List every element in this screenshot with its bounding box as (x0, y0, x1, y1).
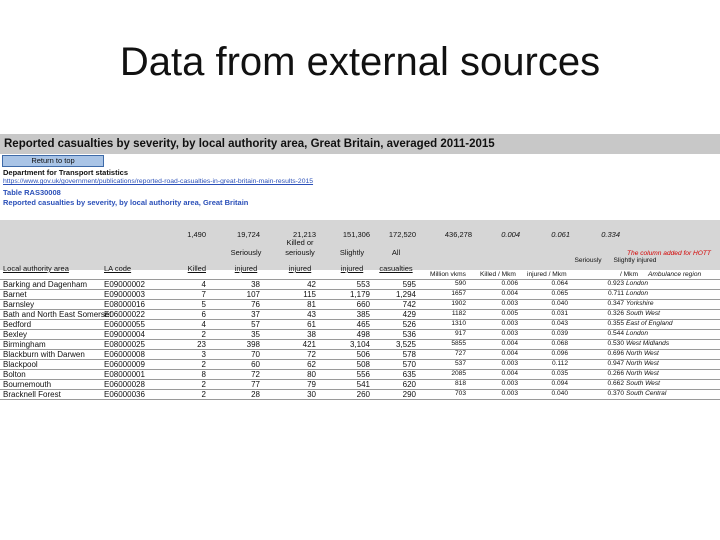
table-cell-code: E08000001 (104, 370, 145, 379)
row-gridline (0, 399, 720, 400)
header-ser-mkm-2: injured / Mkm (527, 271, 567, 278)
table-cell-kos: 421 (302, 340, 316, 349)
table-cell-km: 0.004 (501, 290, 518, 297)
table-cell-mv: 2085 (451, 370, 466, 377)
sheet-title-banner (0, 134, 720, 154)
table-cell-rg: West Midlands (626, 340, 670, 347)
table-cell-km: 0.003 (501, 300, 518, 307)
table-cell-k: 5 (201, 300, 206, 309)
table-cell-sl: 541 (356, 380, 370, 389)
table-cell-all: 578 (402, 350, 416, 359)
table-cell-sm: 0.068 (551, 340, 568, 347)
table-cell-mv: 818 (454, 380, 466, 387)
table-cell-sm: 0.065 (551, 290, 568, 297)
table-cell-sm: 0.035 (551, 370, 568, 377)
table-cell-mv: 1902 (451, 300, 466, 307)
table-cell-rg: London (626, 290, 649, 297)
table-cell-area: Barnsley (3, 300, 35, 309)
table-cell-km: 0.003 (501, 320, 518, 327)
table-cell-sl: 553 (356, 280, 370, 289)
table-cell-slm: 0.923 (607, 280, 624, 287)
table-cell-k: 3 (201, 350, 206, 359)
table-cell-sm: 0.040 (551, 390, 568, 397)
table-cell-s: 35 (251, 330, 260, 339)
table-cell-area: Blackpool (3, 360, 38, 369)
table-cell-s: 70 (251, 350, 260, 359)
table-cell-area: Bedford (3, 320, 32, 329)
table-cell-slm: 0.947 (607, 360, 624, 367)
table-cell-code: E09000003 (104, 290, 145, 299)
table-cell-area: Bexley (3, 330, 28, 339)
table-cell-area: Bolton (3, 370, 26, 379)
table-cell-km: 0.003 (501, 380, 518, 387)
table-cell-slm: 0.711 (607, 290, 624, 297)
header-killed-mkm: Killed / Mkm (480, 271, 516, 278)
table-cell-code: E06000022 (104, 310, 145, 319)
table-cell-code: E09000004 (104, 330, 145, 339)
table-cell-k: 2 (201, 390, 206, 399)
table-cell-area: Bracknell Forest (3, 390, 61, 399)
table-cell-area: Bournemouth (3, 380, 52, 389)
table-cell-kos: 81 (307, 300, 316, 309)
table-cell-kos: 30 (307, 390, 316, 399)
table-cell-rg: North West (626, 360, 659, 367)
table-cell-all: 3,525 (395, 340, 416, 349)
table-cell-km: 0.003 (501, 360, 518, 367)
total-killed: 1,490 (187, 230, 206, 239)
total-kos: 21,213 (293, 230, 316, 239)
total-all: 172,520 (388, 230, 416, 239)
table-cell-kos: 80 (307, 370, 316, 379)
table-cell-mv: 703 (454, 390, 466, 397)
table-cell-km: 0.004 (501, 340, 518, 347)
table-cell-sm: 0.096 (551, 350, 568, 357)
table-cell-sm: 0.043 (551, 320, 568, 327)
table-cell-sl: 508 (356, 360, 370, 369)
table-cell-k: 7 (201, 290, 206, 299)
table-cell-mv: 1310 (451, 320, 466, 327)
table-cell-mv: 917 (454, 330, 466, 337)
table-cell-s: 72 (251, 370, 260, 379)
header-sl-mkm-1: Slightly injured (613, 257, 657, 264)
table-cell-area: Birmingham (3, 340, 46, 349)
table-cell-all: 570 (402, 360, 416, 369)
table-cell-slm: 0.347 (607, 300, 624, 307)
table-cell-all: 526 (402, 320, 416, 329)
table-cell-sm: 0.040 (551, 300, 568, 307)
table-cell-slm: 0.530 (607, 340, 624, 347)
table-cell-s: 77 (251, 380, 260, 389)
table-cell-rg: London (626, 330, 649, 337)
total-million: 436,278 (444, 230, 472, 239)
table-cell-sl: 3,104 (349, 340, 370, 349)
department-label: Department for Transport statistics (3, 168, 129, 177)
header-slightly: Slightly (339, 248, 365, 257)
table-cell-s: 398 (246, 340, 260, 349)
table-cell-slm: 0.326 (607, 310, 624, 317)
table-cell-km: 0.004 (501, 370, 518, 377)
header-million: Million vkms (430, 271, 466, 278)
table-cell-rg: South Central (626, 390, 667, 397)
table-cell-sl: 498 (356, 330, 370, 339)
table-cell-slm: 0.696 (607, 350, 624, 357)
table-cell-k: 23 (197, 340, 206, 349)
header-kos-3: injured (288, 264, 312, 273)
table-cell-sm: 0.031 (551, 310, 568, 317)
header-code: LA code (104, 264, 132, 273)
table-cell-km: 0.004 (501, 350, 518, 357)
table-cell-sl: 260 (356, 390, 370, 399)
table-cell-kos: 62 (307, 360, 316, 369)
table-cell-slm: 0.355 (607, 320, 624, 327)
header-killed: Killed (187, 264, 206, 273)
header-seriously: Seriously (230, 248, 262, 257)
header-ser-mkm-1: Seriously (574, 257, 602, 264)
header-seriously-2: injured (234, 264, 258, 273)
table-cell-sl: 506 (356, 350, 370, 359)
table-id: Table RAS30008 (3, 188, 61, 197)
red-note: The column added for HOTT (627, 250, 711, 257)
table-cell-sl: 1,179 (349, 290, 370, 299)
table-cell-code: E08000025 (104, 340, 145, 349)
table-cell-slm: 0.266 (607, 370, 624, 377)
table-cell-area: Barnet (3, 290, 27, 299)
table-cell-all: 620 (402, 380, 416, 389)
table-cell-code: E09000002 (104, 280, 145, 289)
header-all: All (391, 248, 401, 257)
table-cell-k: 2 (201, 360, 206, 369)
slide-title: Data from external sources (119, 40, 601, 84)
table-cell-kos: 42 (307, 280, 316, 289)
table-cell-all: 742 (402, 300, 416, 309)
table-cell-sl: 385 (356, 310, 370, 319)
table-cell-all: 1,294 (395, 290, 416, 299)
header-kos-1: Killed or (286, 238, 314, 247)
table-cell-kos: 115 (303, 290, 316, 299)
table-cell-s: 60 (251, 360, 260, 369)
table-cell-code: E06000055 (104, 320, 145, 329)
table-cell-mv: 1182 (451, 310, 466, 317)
header-sl-mkm-2: / Mkm (620, 271, 638, 278)
table-cell-code: E06000028 (104, 380, 145, 389)
table-cell-slm: 0.662 (607, 380, 624, 387)
table-cell-mv: 1657 (451, 290, 466, 297)
total-seriously: 19,724 (237, 230, 260, 239)
table-cell-sl: 556 (356, 370, 370, 379)
header-region: Ambulance region (648, 271, 702, 278)
table-cell-area: Bath and North East Somerset (3, 310, 112, 319)
table-cell-kos: 72 (307, 350, 316, 359)
table-cell-code: E06000008 (104, 350, 145, 359)
table-cell-km: 0.003 (501, 390, 518, 397)
table-cell-code: E08000016 (104, 300, 145, 309)
table-cell-s: 76 (251, 300, 260, 309)
table-cell-s: 38 (251, 280, 260, 289)
table-cell-slm: 0.370 (607, 390, 624, 397)
table-cell-sm: 0.112 (551, 360, 568, 367)
table-cell-s: 37 (251, 310, 260, 319)
return-to-top-button[interactable]: Return to top (2, 155, 104, 167)
table-cell-all: 635 (402, 370, 416, 379)
avg-killed: 0.004 (501, 230, 520, 239)
table-cell-kos: 79 (307, 380, 316, 389)
header-slightly-2: injured (340, 264, 364, 273)
total-slightly: 151,306 (342, 230, 370, 239)
header-area: Local authority area (3, 264, 69, 273)
avg-slightly: 0.334 (601, 230, 620, 239)
table-cell-km: 0.005 (501, 310, 518, 317)
table-cell-mv: 590 (454, 280, 466, 287)
table-cell-s: 107 (246, 290, 260, 299)
table-cell-s: 57 (251, 320, 260, 329)
table-cell-k: 2 (201, 380, 206, 389)
table-cell-kos: 61 (307, 320, 316, 329)
table-cell-k: 8 (201, 370, 206, 379)
table-cell-rg: South West (626, 310, 660, 317)
table-cell-sm: 0.094 (551, 380, 568, 387)
table-cell-kos: 43 (307, 310, 316, 319)
table-cell-sl: 465 (356, 320, 370, 329)
table-cell-sm: 0.039 (551, 330, 568, 337)
table-cell-slm: 0.544 (607, 330, 624, 337)
table-cell-area: Barking and Dagenham (3, 280, 88, 289)
table-cell-rg: North West (626, 370, 659, 377)
table-name: Reported casualties by severity, by local authority area, Great Britain (3, 198, 249, 207)
source-link[interactable]: https://www.gov.uk/government/publications/reported-road-casualties-in-great-britain-main-results-2015 (3, 178, 314, 185)
table-cell-km: 0.003 (501, 330, 518, 337)
table-cell-all: 536 (402, 330, 416, 339)
table-cell-sl: 660 (356, 300, 370, 309)
table-cell-all: 595 (402, 280, 416, 289)
table-cell-rg: London (626, 280, 649, 287)
table-cell-rg: South West (626, 380, 660, 387)
table-cell-code: E06000036 (104, 390, 145, 399)
table-cell-mv: 727 (454, 350, 466, 357)
table-cell-all: 429 (402, 310, 416, 319)
header-kos-2: seriously (285, 248, 315, 257)
table-cell-mv: 5855 (451, 340, 466, 347)
table-cell-code: E06000009 (104, 360, 145, 369)
table-cell-k: 2 (201, 330, 206, 339)
table-cell-rg: Yorkshire (626, 300, 654, 307)
avg-seriously: 0.061 (551, 230, 570, 239)
table-cell-kos: 38 (307, 330, 316, 339)
table-cell-rg: East of England (626, 320, 673, 327)
table-cell-s: 28 (251, 390, 260, 399)
table-cell-all: 290 (402, 390, 416, 399)
table-cell-area: Blackburn with Darwen (3, 350, 85, 359)
table-cell-km: 0.006 (501, 280, 518, 287)
table-cell-rg: North West (626, 350, 659, 357)
table-cell-sm: 0.064 (551, 280, 568, 287)
table-cell-mv: 537 (454, 360, 466, 367)
header-gridline (0, 279, 720, 280)
table-cell-k: 4 (201, 280, 206, 289)
table-cell-k: 4 (201, 320, 206, 329)
header-all-2: casualties (379, 264, 413, 273)
sheet-title: Reported casualties by severity, by local authority area, Great Britain, averaged 2011-2015 (4, 138, 495, 150)
table-cell-k: 6 (201, 310, 206, 319)
